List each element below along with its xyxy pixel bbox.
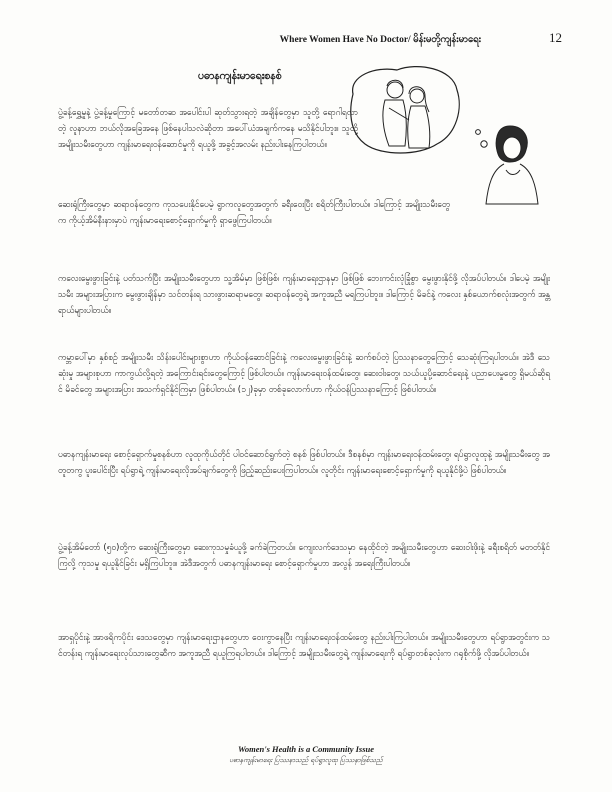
section-title: ပဓာနကျန်းမာရေးစနစ်	[198, 70, 282, 82]
paragraph-4: ကမ္ဘာပေါ်မှာ နှစ်စဉ် အမျိုးသမီး သိန်းပေါင်းများစွာဟာ ကိုယ်ဝန်ဆောင်ခြင်းနဲ့ ကလေးမွေးဖွားခြင်းနဲ့ ဆက်စပ်တဲ့ ပြဿနာတွေကြောင့် သေဆုံးကြရပါတယ်။ အဲဒီ သေဆုံးမှု အများစုဟာ ကာကွယ်လို့ရတဲ့ အကြောင်းရင်းတွေကြောင့် ဖြစ်ပါတယ်။ ကျန်းမာရေးဝန်ထမ်းတွေ၊ ဆေးဝါးတွေ၊ သယ်ယူပို့ဆောင်ရေးနဲ့ ပညာပေးမှုတွေ ရှိမယ်ဆိုရင် မိခင်တွေ အများအပြား အသက်ရှင်နိုင်ကြမှာ ဖြစ်ပါတယ်။ (၁၂)ခုမှာ တစ်ခုလောက်ဟာ ကိုယ်ဝန်ပြဿနာကြောင့် ဖြစ်ပါတယ်။	[58, 352, 550, 394]
paragraph-1: ပွဲ့ခန့်ရွှေ့မှုနဲ့ ပွဲ့ခန့်မှုကြောင့် မတော်တဆ အပေါင်းပါ ဆုတ်သွားရတဲ့ အချိန်တွေမှာ သူတို့ ရောဂါရလာတဲ့ လူနာဟာ ဘယ်လိုအခြေအနေ ဖြစ်နေပါသလဲဆိုတာ အပေါ်ယံအချက်ကနေ မသိနိုင်ပါဘူး။ သူတို့ အမျိုးသမီးတွေဟာ ကျန်းမာရေးဝန်ဆောင်မှုကို ရယူဖို့ အခွင့်အလမ်း နည်းပါးနေကြပါတယ်။	[58, 107, 358, 149]
couple-illustration	[345, 64, 465, 160]
paragraph-3: ကလေးမွေးဖွားခြင်းနဲ့ ပတ်သက်ပြီး အမျိုးသမီးတွေဟာ သူ့အိမ်မှာ ဖြစ်ဖြစ်၊ ကျန်းမာရေးဌာနမှာ ဖြစ်ဖြစ် ဘေးကင်းလုံခြုံစွာ မွေးဖွားနိုင်ဖို့ လိုအပ်ပါတယ်။ ဒါပေမဲ့ အမျိုးသမီး အများအပြားက မွေးဖွားချိန်မှာ သင်တန်းရ သားဖွားဆရာမတွေ၊ ဆရာဝန်တွေရဲ့ အကူအညီ မရကြပါဘူး။ ဒါကြောင့် မိခင်နဲ့ ကလေး နှစ်ယောက်စလုံးအတွက် အန္တရာယ်များပါတယ်။	[58, 273, 550, 315]
footer-title: Women's Health is a Community Issue	[237, 744, 375, 754]
paragraph-2: ဆေးရုံကြီးတွေမှာ ဆရာဝန်တွေက ကုသပေးနိုင်ပေမဲ့ ရွာကလူတွေအတွက် ခရီးဝေးပြီး စရိတ်ကြီးပါတယ်။ ဒါကြောင့် အမျိုးသမီးတွေက ကိုယ့်အိမ်နီးနားမှာပဲ ကျန်းမာရေးစောင့်ရှောက်မှုကို ရှာဖွေကြပါတယ်။	[58, 199, 450, 225]
paragraph-7: အာရှပိုင်းနဲ့ အာဖရိကပိုင်း ဒေသတွေမှာ ကျန်းမာရေးဌာနတွေဟာ ဝေးကွာနေပြီး ကျန်းမာရေးဝန်ထမ်းတွေ နည်းပါးကြပါတယ်။ အမျိုးသမီးတွေဟာ ရပ်ရွာအတွင်းက သင်တန်းရ ကျန်းမာရေးလုပ်သားတွေဆီက အကူအညီ ရယူကြရပါတယ်။ ဒါကြောင့် အမျိုးသမီးတွေရဲ့ ကျန်းမာရေးကို ရပ်ရွာတစ်ခုလုံးက ဂရုစိုက်ဖို့ လိုအပ်ပါတယ်။	[58, 632, 550, 658]
thinking-woman-illustration	[470, 120, 555, 205]
page-header	[60, 30, 562, 52]
footer-subtitle: ပဓာနကျန်းမာရေး ပြဿနာသည် ရပ်ရွာလူထု ပြဿနာဖြစ်သည်	[229, 756, 383, 764]
header-title: Where Women Have No Doctor/ မိန်းမတို့ကျန်းမာရေး	[279, 35, 481, 45]
paragraph-6: ပွဲ့ခန့်အိမ်တော် (၅၀)တို့က ဆေးရုံကြီးတွေမှာ ဆေးကုသမှုခံယူဖို့ ခက်ခဲကြတယ်။ ကျေးလက်ဒေသမှာ နေထိုင်တဲ့ အမျိုးသမီးတွေဟာ ဆေးဝါးဖိုးနဲ့ ခရီးစရိတ် မတတ်နိုင်ကြလို့ ကုသမှု ရယူနိုင်ခြင်း မရှိကြပါဘူး။ အဲဒီအတွက် ပဓာနကျန်းမာရေး စောင့်ရှောက်မှုဟာ အလွန် အရေးကြီးပါတယ်။	[58, 542, 550, 568]
paragraph-5: ပဓာနကျန်းမာရေး စောင့်ရှောက်မှုစနစ်ဟာ လူထုကိုယ်တိုင် ပါဝင်ဆောင်ရွက်တဲ့ စနစ် ဖြစ်ပါတယ်။ ဒီစနစ်မှာ ကျန်းမာရေးဝန်ထမ်းတွေ၊ ရပ်ရွာလူထုနဲ့ အမျိုးသမီးတွေ အတူတကွ ပူးပေါင်းပြီး ရပ်ရွာရဲ့ ကျန်းမာရေးလိုအပ်ချက်တွေကို ဖြည့်ဆည်းပေးကြပါတယ်။ လူတိုင်း ကျန်းမာရေးစောင့်ရှောက်မှုကို ရယူနိုင်ဖို့ပဲ ဖြစ်ပါတယ်။	[58, 449, 550, 475]
page-footer	[0, 744, 612, 766]
page-number: 12	[549, 30, 562, 45]
